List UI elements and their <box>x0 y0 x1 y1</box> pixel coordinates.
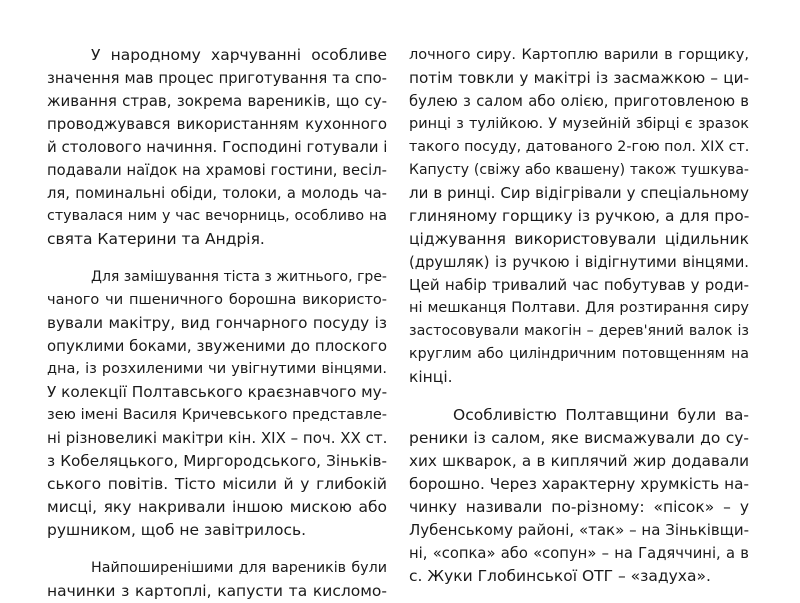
text-line: глиняному горщику із ручкою, а для про- <box>409 207 750 225</box>
text-line: с. Жуки Глобинської ОТГ – «задуха». <box>409 567 711 585</box>
text-line: потім товкли у макітрі із засмажкою – ци- <box>409 69 749 87</box>
paragraph-gap <box>47 251 387 266</box>
left-column <box>47 44 387 603</box>
text-line: рушником, щоб не завітрилось. <box>47 521 307 539</box>
text-line: борошно. Через характерну хрумкість на- <box>409 475 749 493</box>
text-line: ського повітів. Тісто місили й у глибокій <box>47 475 387 493</box>
paragraph-poltava-specialty <box>409 404 749 588</box>
text-line: лочного сиру. Картоплю варили в горщику, <box>409 47 749 63</box>
paragraph-fillings <box>47 557 387 603</box>
paragraph-fillings-continued <box>409 44 749 389</box>
text-line: кінці. <box>409 368 453 386</box>
paragraph-gap <box>409 389 749 404</box>
text-line: мисці, яку накривали іншою мискою або <box>47 498 387 516</box>
text-line: реники із салом, яке висмажували до су- <box>409 429 749 447</box>
text-line: ні, «сопка» або «сопун» – на Гадяччині, а в <box>409 545 749 562</box>
right-column <box>409 44 749 588</box>
text-line: Капусту (свіжу або квашену) також тушкува- <box>409 162 749 178</box>
text-line: ні різновеликі макітри кін. ХІХ – поч. ХХ ст. <box>47 429 388 447</box>
text-line: подавали наїдок на храмові гостини, весіл- <box>47 162 387 179</box>
text-line: ли в ринці. Сир відігрівали у спеціальному <box>409 184 749 202</box>
text-line: ціджування використовували цідильник <box>409 230 749 248</box>
text-line: з Кобеляцького, Миргородського, Зіньків- <box>47 452 387 470</box>
text-line: У народному харчуванні особливе <box>91 46 387 64</box>
paragraph-dough <box>47 266 387 542</box>
text-line: хих шкварок, а в киплячий жир додавали <box>409 452 749 470</box>
text-line: свята Катерини та Андрія. <box>47 230 265 248</box>
text-line: (друшляк) із ручкою і відігнутими вінцями. <box>409 254 749 271</box>
text-line: вували макітру, вид гончарного посуду із <box>47 314 387 332</box>
text-line: У колекції Полтавського краєзнавчого му- <box>47 383 388 401</box>
text-line: Особливістю Полтавщини були ва- <box>453 406 749 424</box>
text-line: зею імені Василя Кричевського представле- <box>47 407 387 423</box>
text-line: й столового начиння. Господині готували і <box>47 138 388 156</box>
text-line: ринці з тулійкою. У музейній збірці є зразок <box>409 116 749 132</box>
text-line: Цей набір тривалий час побутував у роди- <box>409 276 749 294</box>
text-line: живання страв, зокрема вареників, що су- <box>47 92 387 110</box>
text-line: Лубенському районі, «так» – на Зіньківщи- <box>409 521 749 539</box>
text-line: чинку називали по-різному: «пісок» – у <box>409 498 749 516</box>
text-line: значення мав процес приготування та спо- <box>47 70 387 87</box>
paragraph-gap <box>47 542 387 557</box>
text-line: стувалася ним у час вечорниць, особливо на <box>47 208 387 224</box>
text-line: ні мешканця Полтави. Для розтирання сиру <box>409 300 749 316</box>
text-line: круглим або циліндричним потовщенням на <box>409 346 749 362</box>
text-line: Для замішування тіста з житнього, гре- <box>91 269 387 285</box>
text-line: дна, із розхиленими чи увігнутими вінцями. <box>47 361 387 377</box>
text-line: булею з салом або олією, приготовленою в <box>409 93 749 110</box>
text-line: такого посуду, датованого 2-гою пол. ХІХ ст. <box>409 139 750 155</box>
paragraph-cuisine <box>47 44 387 251</box>
text-line: чаного чи пшеничного борошна використо- <box>47 292 387 308</box>
text-line: застосовували макогін – дерев'яний валок із <box>409 323 749 339</box>
text-line: опуклими боками, звуженими до плоского <box>47 337 387 355</box>
text-line: начинки з картоплі, капусти та кисломо- <box>47 582 387 600</box>
text-line: Найпоширенішими для вареників були <box>91 560 387 576</box>
text-line: ля, поминальні обіди, толоки, а молодь ча- <box>47 185 387 202</box>
text-line: проводжувався використанням кухонного <box>47 115 387 133</box>
